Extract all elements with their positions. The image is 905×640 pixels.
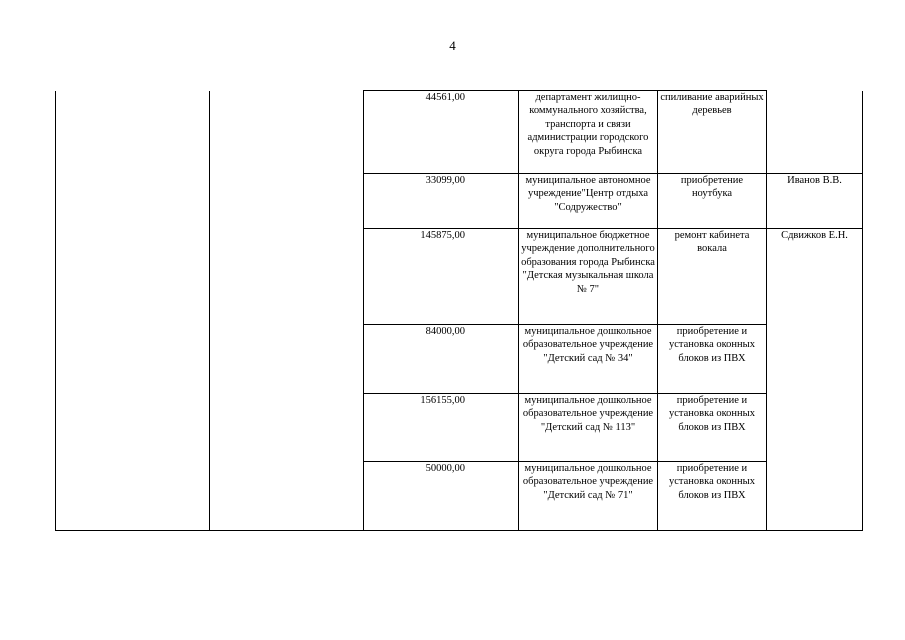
purpose-cell: спиливание аварийных деревьев — [658, 91, 767, 174]
amount-cell: 84000,00 — [364, 325, 519, 394]
responsible-cell: Иванов В.В. — [767, 174, 863, 229]
purpose-cell: ремонт кабинета вокала — [658, 229, 767, 325]
organization-cell: департамент жилищно-коммунального хозяйства, транспорта и связи администрации городского округа города Рыбинска — [519, 91, 658, 174]
table-row — [56, 91, 863, 174]
purpose-cell: приобретение и установка оконных блоков из ПВХ — [658, 394, 767, 462]
amount-cell: 156155,00 — [364, 394, 519, 462]
organization-cell: муниципальное бюджетное учреждение дополнительного образования города Рыбинска "Детская музыкальная школа № 7" — [519, 229, 658, 325]
page-number: 4 — [449, 38, 456, 53]
responsible-cell — [767, 91, 863, 174]
purpose-cell: приобретение и установка оконных блоков из ПВХ — [658, 325, 767, 394]
responsible-cell: Сдвижков Е.Н. — [767, 229, 863, 531]
amount-cell: 50000,00 — [364, 462, 519, 531]
empty-cell-col1 — [56, 91, 210, 531]
purpose-cell: приобретение и установка оконных блоков из ПВХ — [658, 462, 767, 531]
amount-cell: 44561,00 — [364, 91, 519, 174]
amount-cell: 33099,00 — [364, 174, 519, 229]
organization-cell: муниципальное дошкольное образовательное учреждение "Детский сад № 71" — [519, 462, 658, 531]
amount-cell: 145875,00 — [364, 229, 519, 325]
organization-cell: муниципальное дошкольное образовательное учреждение "Детский сад № 113" — [519, 394, 658, 462]
organization-cell: муниципальное дошкольное образовательное учреждение "Детский сад № 34" — [519, 325, 658, 394]
purpose-cell: приобретение ноутбука — [658, 174, 767, 229]
organization-cell: муниципальное автономное учреждение"Центр отдыха "Содружество" — [519, 174, 658, 229]
empty-cell-col2 — [210, 91, 364, 531]
funding-table — [55, 90, 863, 531]
